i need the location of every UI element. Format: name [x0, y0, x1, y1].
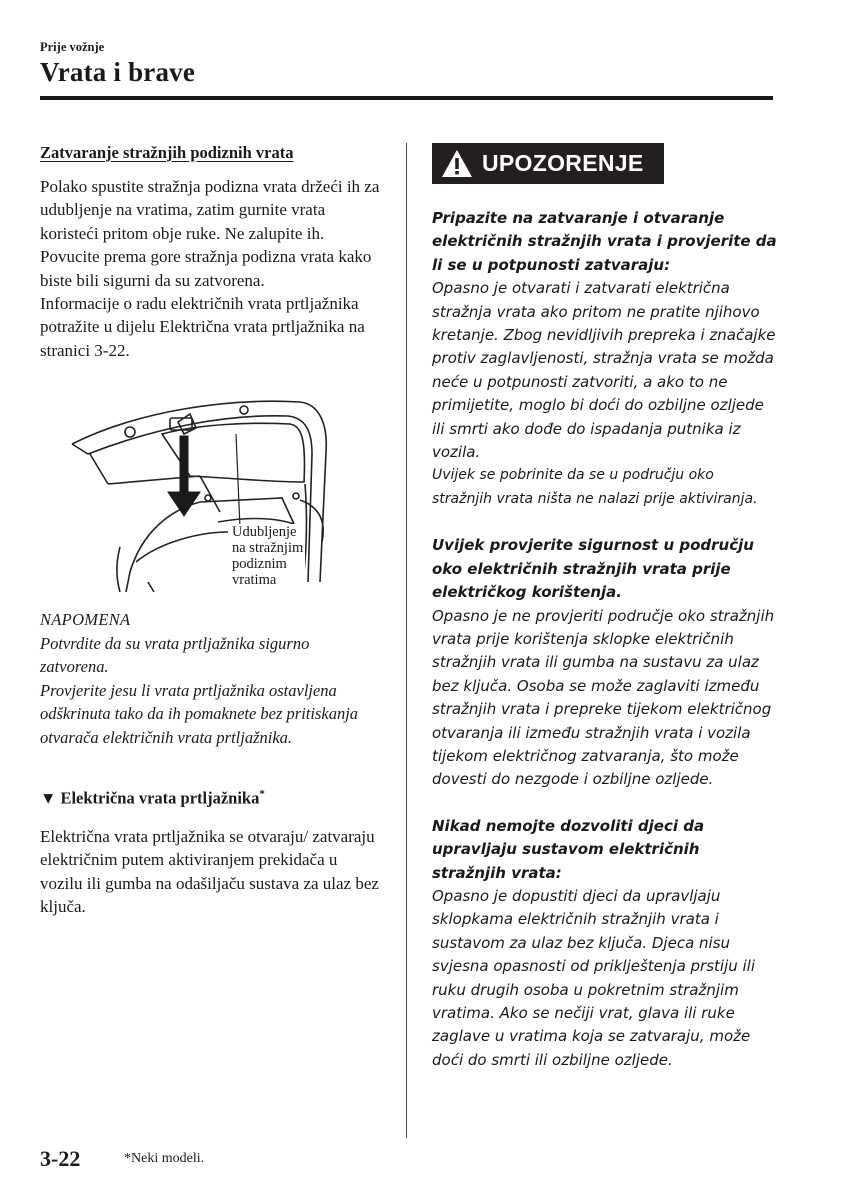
- warning-section-3: [432, 815, 777, 1072]
- warning-triangle-icon: [440, 148, 474, 180]
- power-liftgate-heading: [40, 788, 265, 809]
- note-line-1: Potvrdite da su vrata prtljažnika sigurno zatvorena.: [40, 633, 310, 676]
- warning-column: [432, 207, 777, 1095]
- warning-heading-3: Nikad nemojte dozvoliti djeci da upravljaju sustavom električnih stražnjih vrata:: [432, 816, 705, 882]
- warning-badge: [432, 143, 664, 184]
- callout-line-2: na stražnjim: [232, 540, 304, 556]
- warning-heading-1: Pripazite na zatvaranje i otvaranje električnih stražnjih vrata i provjerite da li se u potpunosti zatvaraju:: [432, 209, 777, 274]
- page-number: 3-22: [40, 1146, 81, 1171]
- warning-body-2: Opasno je ne provjeriti područje oko stražnjih vrata prije korištenja sklopke električnih stražnjih vrata ili gumba na sustavu za ulaz bez ključa. Osoba se može zaglaviti između stražnjih vrata i prepreke tijekom električnog otvaranja ili između stražnjih vrata i vozila tijekom električnog zatvaranja, što može dovesti do nezgode i ozbiljne ozljede.: [432, 606, 775, 789]
- note-line-2: Provjerite jesu li vrata prtljažnika ostavljena odškrinuta tako da ih pomaknete bez pritiskanja otvarača električnih vrata prtljažnika.: [40, 680, 359, 747]
- warning-body-1: Opasno je otvarati i zatvarati električna stražnja vrata ako pritom ne pratite njihovo kretanje. Zbog nevidljivih prepreka i značajke protiv zaglavljenosti, stražnja vrata se možda neće u potpunosti zatvoriti, a ako to ne primijetite, moglo bi doći do ozbiljne ozljede ili smrti ako dođe do ispadanja putnika iz vozila.: [432, 279, 776, 462]
- footnote: *Neki modeli.: [124, 1151, 205, 1166]
- note-block: [40, 608, 380, 749]
- callout-line-1: Udubljenje: [232, 524, 297, 540]
- warning-body-3: Opasno je dopustiti djeci da upravljaju sklopkama električnih stražnjih vrata i sustavom za ulaz bez ključa. Djeca nisu svjesna opasnosti od priklještenja prstiju ili ruku drugih osoba u pokretnim stražnjim vratima. Ako se nečiji vrat, glava ili ruke zaglave u vratima koja se zatvaraju, može doći do smrti ili ozbiljne ozljede.: [432, 886, 756, 1069]
- callout-line-3: podiznim: [232, 556, 287, 572]
- page-title: Vrata i brave: [40, 57, 196, 87]
- triangle-marker-icon: ▼: [40, 788, 57, 808]
- warning-extra-1: Uvijek se pobrinite da se u području oko stražnjih vrata ništa ne nalazi prije aktiviranja.: [432, 467, 758, 507]
- warning-section-1: [432, 207, 777, 511]
- callout-line-4: vratima: [232, 572, 277, 588]
- power-liftgate-title: Električna vrata prtljažnika: [60, 788, 260, 808]
- warning-section-2: [432, 534, 777, 791]
- closing-paragraph: Polako spustite stražnja podizna vrata držeći ih za udubljenje na vratima, zatim gurnite vrata koristeći pritom obje ruke. Ne zalupite ih. Povucite prema gore stražnja podizna vrata kako biste bili sigurni da su zatvorena.: [40, 177, 380, 290]
- column-divider: [406, 143, 407, 1138]
- warning-label: UPOZORENJE: [482, 150, 644, 176]
- note-title: NAPOMENA: [40, 610, 131, 629]
- asterisk-mark: *: [259, 788, 265, 800]
- left-column: [40, 143, 380, 362]
- info-paragraph: Informacije o radu električnih vrata prtljažnika potražite u dijelu Električna vrata prtljažnika na stranici 3-22.: [40, 294, 365, 360]
- power-liftgate-text: Električna vrata prtljažnika se otvaraju/ zatvaraju električnim putem aktiviranjem prekidača u vozilu ili gumba na odašiljaču sustava za ulaz bez ključa.: [40, 827, 379, 917]
- warning-heading-2: Uvijek provjerite sigurnost u području oko električnih stražnjih vrata prije električkog korištenja.: [432, 536, 754, 602]
- closing-subheading: Zatvaranje stražnjih podiznih vrata: [40, 143, 294, 162]
- liftgate-illustration: [50, 392, 350, 592]
- section-label: Prije vožnje: [40, 40, 105, 54]
- title-rule: [40, 96, 773, 100]
- recess-callout: [230, 524, 305, 588]
